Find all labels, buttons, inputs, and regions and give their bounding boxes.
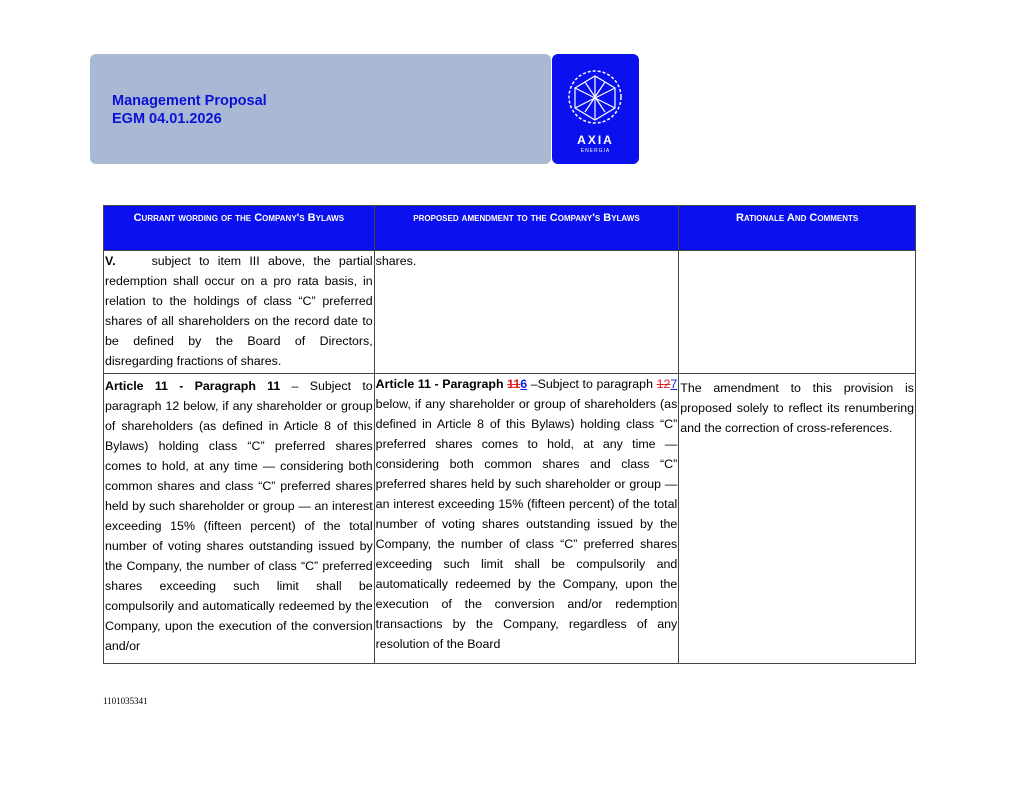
- column-header-proposed: proposed amendment to the Company's Bylaws: [374, 206, 679, 251]
- table-row: [104, 374, 916, 664]
- deleted-text: 11: [507, 377, 521, 391]
- document-number: 1101035341: [103, 696, 148, 706]
- current-text: – Subject to paragraph 12 below, if any shareholder or group of shareholders (as defined in Article 8 of this Bylaws) holding class “C” preferred shares comes to hold, at any time — considering both common shares and class “C” preferred shares held by such shareholder or group — an interest exceeding 15% (fifteen percent) of the total number of voting shares outstanding issued by the Company, the number of class “C” preferred shares exceeding such limit shall be compulsorily and automatically redeemed by the Company, upon the execution of the conversion and/or: [105, 379, 373, 653]
- proposed-text: –Subject to paragraph: [527, 377, 657, 391]
- axia-logo: [552, 54, 639, 164]
- item-label: V.: [105, 254, 116, 268]
- table-header-row: [104, 206, 916, 251]
- bylaws-comparison-table: [103, 205, 916, 664]
- proposed-cell: [374, 374, 679, 664]
- column-header-rationale: Rationale And Comments: [679, 206, 916, 251]
- inserted-text: 6: [520, 377, 528, 391]
- proposed-cell: [374, 251, 679, 374]
- rationale-cell: [679, 251, 916, 374]
- rationale-cell: [679, 374, 916, 664]
- document-title: Management Proposal: [112, 93, 267, 109]
- logo-text: AXIA: [577, 133, 614, 147]
- logo-subtext: ENERGIA: [580, 148, 611, 154]
- meeting-date: EGM 04.01.2026: [112, 111, 222, 127]
- inserted-text: 7: [670, 377, 678, 391]
- current-wording-cell: [104, 251, 375, 374]
- proposed-text: below, if any shareholder or group of shareholders (as defined in Article 8 of this Bylaws) holding class “C” preferred shares comes to hold, at any time — considering both common shares and class “C” preferred shares held by such shareholder or group — an interest exceeding 15% (fifteen percent) of the total number of voting shares outstanding issued by the Company, the number of class “C” preferred shares exceeding such limit shall be compulsorily and automatically redeemed by the Company, upon the execution of the conversion and/or redemption transactions by the Company, regardless of any resolution of the Board: [375, 397, 678, 651]
- article-label: Article 11 - Paragraph 11: [105, 379, 281, 393]
- column-header-current: Currant wording of the Company's Bylaws: [104, 206, 375, 251]
- table-row: [104, 251, 916, 374]
- current-wording-cell: [104, 374, 375, 664]
- globe-icon: [567, 68, 624, 130]
- proposed-text: shares.: [375, 254, 417, 268]
- article-label: Article 11 - Paragraph: [375, 377, 508, 391]
- current-text: subject to item III above, the partial redemption shall occur on a pro rata basis, in relation to the holdings of class “C” preferred shares of all shareholders on the record date to be defined by the Board of Directors, disregarding fractions of shares.: [105, 254, 373, 368]
- header-banner: [90, 54, 551, 164]
- rationale-text: The amendment to this provision is proposed solely to reflect its renumbering and the correction of cross-references.: [680, 381, 914, 435]
- deleted-text: 12: [656, 377, 671, 391]
